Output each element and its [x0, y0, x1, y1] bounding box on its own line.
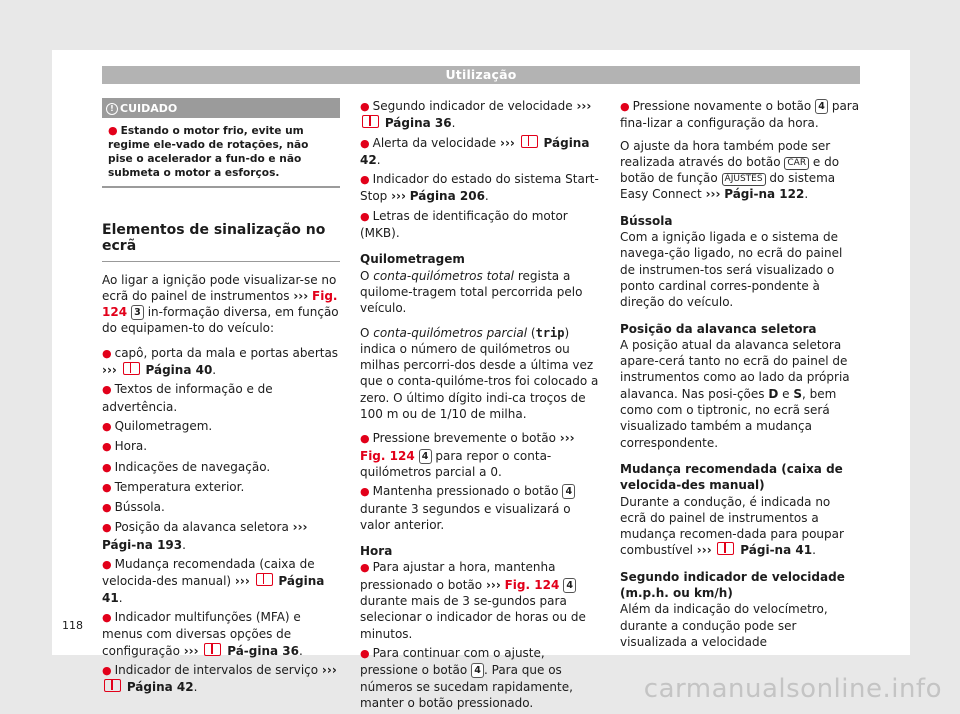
book-icon	[521, 135, 538, 148]
bullet-icon: ●	[360, 136, 370, 150]
list-item: ● Hora.	[102, 439, 148, 454]
column-3	[620, 98, 860, 658]
paragraph: O conta-quilómetros total regista a quilome-tragem total percorrida pelo veículo.	[360, 268, 583, 316]
bullet-icon: ●	[102, 663, 112, 677]
column-2	[360, 98, 600, 714]
bullet-icon: ●	[102, 480, 112, 494]
paragraph: Durante a condução, é indicada no ecrã do painel de instrumentos a mudança recomen-dada para poupar combustível ››› Pági-na 41.	[620, 494, 844, 558]
book-icon	[104, 679, 121, 692]
bullet-icon: ●	[102, 558, 112, 572]
column-1	[102, 98, 340, 698]
bullet-icon: ●	[360, 100, 370, 113]
bullet-icon: ●	[102, 383, 112, 397]
list-item: ● Indicações de navegação.	[102, 459, 271, 474]
bullet-icon: ●	[360, 173, 370, 187]
page-header	[102, 66, 860, 84]
book-icon	[256, 573, 273, 586]
fig-link[interactable]: Fig. 124	[102, 288, 338, 320]
fig-link[interactable]: Fig. 124	[504, 577, 560, 592]
callout-number: 4	[563, 578, 576, 593]
list-item: ● Indicador do estado do sistema Start-Stop ››› Página 206.	[360, 172, 599, 204]
page-link[interactable]: Página 40	[145, 363, 213, 378]
bullet-icon: ●	[360, 485, 370, 499]
list-item: ● Posição da alavanca seletora ››› Pági-na 193.	[102, 520, 308, 552]
bullet-icon: ●	[102, 419, 112, 433]
bullet-icon: ●	[102, 440, 112, 454]
list-item: ● Indicador de intervalos de serviço ››› Página 42.	[102, 662, 337, 695]
bullet-icon: ●	[620, 100, 630, 113]
info-icon: !	[106, 103, 118, 115]
paragraph: Com a ignição ligada e o sistema de navega-ção ligado, no ecrã do painel de instrumen-tos será visualizado o ponto cardinal corres-pondente à direção do veículo.	[620, 230, 843, 310]
paragraph: Além da indicação do velocímetro, durante a condução pode ser visualizada a velocidade	[620, 602, 828, 649]
page-link[interactable]: Página 41	[102, 574, 325, 605]
page-link[interactable]: Página 42	[126, 680, 194, 695]
header-title: Utilização	[445, 67, 517, 82]
subheading-bussola: Bússola	[620, 213, 673, 228]
list-item: ● Mudança recomendada (caixa de velocida-des manual) ››› Página 41.	[102, 557, 325, 605]
paragraph: A posição atual da alavanca seletora apare-cerá tanto no ecrã do painel de instrumentos como ao lado da própria alavanca. Nas posi-ções D e S, bem como com o tiptronic, no ecrã será visualizado também a mudança correspondente.	[620, 337, 850, 450]
page-link[interactable]: Pági-na 193	[102, 537, 183, 552]
fig-link[interactable]: Fig. 124	[360, 448, 415, 463]
page-link[interactable]: Página 206	[409, 189, 485, 204]
book-icon	[204, 643, 221, 656]
intro-paragraph: Ao ligar a ignição pode visualizar-se no ecrã do painel de instrumentos ››› Fig. 124 3 in-formação diversa, em função do equipamen-to do veículo:	[102, 272, 339, 336]
bullet-icon: ●	[102, 610, 112, 624]
book-icon	[123, 362, 140, 375]
callout-number: 4	[471, 663, 484, 678]
book-icon	[362, 115, 379, 128]
subheading-quilometragem: Quilometragem	[360, 252, 465, 267]
list-item: ● Para ajustar a hora, mantenha pressionado o botão ››› Fig. 124 4 durante mais de 3 se-gundos para selecionar o indicador de horas ou de minutos.	[360, 560, 586, 641]
bullet-icon: ●	[360, 561, 370, 575]
section-title: Elementos de sinalização no ecrã	[102, 222, 340, 262]
page-link[interactable]: Pá-gina 36	[227, 643, 300, 658]
caution-header	[102, 100, 340, 118]
callout-number: 4	[562, 484, 575, 499]
paragraph: O conta-quilómetros parcial (trip) indica o número de quilómetros ou milhas percorri-dos desde a última vez que o conta-quilóme-tros foi colocado a zero. O último dígito indi-ca troços de 100 m ou de 1/10 de milha.	[360, 325, 599, 422]
list-item: ● Bússola.	[102, 500, 165, 515]
watermark: carmanualsonline.info	[643, 674, 942, 704]
bullet-icon: ●	[102, 521, 112, 535]
page-number: 118	[62, 619, 83, 632]
callout-number: 4	[419, 449, 432, 464]
list-item: ● Textos de informação e de advertência.	[102, 382, 273, 414]
subheading-alavanca: Posição da alavanca seletora	[620, 321, 817, 336]
subheading-segundo-indicador: Segundo indicador de velocidade (m.p.h. ou km/h)	[620, 569, 845, 601]
list-item: ● Pressione brevemente o botão ››› Fig. 124 4 para repor o conta-quilómetros parcial a 0.	[360, 431, 575, 479]
book-icon	[717, 542, 734, 555]
bullet-icon: ●	[360, 209, 370, 223]
subheading-hora: Hora	[360, 544, 393, 559]
list-item: ● Indicador multifunções (MFA) e menus com diversas opções de configuração ››› Pá-gina 36.	[102, 609, 303, 658]
caution-box	[102, 98, 340, 188]
page-link[interactable]: Pági-na 122	[724, 187, 805, 202]
bullet-icon: ●	[102, 460, 112, 474]
callout-number: 3	[131, 305, 144, 320]
caution-text: ● Estando o motor frio, evite um regime ele-vado de rotações, não pise o acelerador a fun-do e não submeta o motor a esforços.	[108, 124, 309, 179]
list-item: ● Quilometragem.	[102, 418, 213, 433]
page-link[interactable]: Pági-na 41	[740, 543, 813, 558]
list-item: ● Mantenha pressionado o botão 4 durante 3 segundos e visualizará o valor anterior.	[360, 483, 600, 533]
list-item: ● Alerta da velocidade ››› Página 42.	[360, 135, 590, 167]
ajustes-key-icon: AJUSTES	[722, 173, 766, 186]
page-link[interactable]: Página 36	[384, 116, 452, 131]
list-item: ● Temperatura exterior.	[102, 479, 245, 494]
bullet-icon: ●	[102, 346, 112, 360]
bullet-icon: ●	[102, 501, 112, 515]
list-item: ● capô, porta da mala e portas abertas ››› Página 40.	[102, 345, 339, 378]
bullet-icon: ●	[360, 646, 370, 660]
caution-label: CUIDADO	[120, 102, 178, 115]
list-item: ● Para continuar com o ajuste, pressione o botão 4 . Para que os números se sucedam rapidamente, manter o botão pressionado.	[360, 645, 573, 710]
bullet-icon: ●	[108, 124, 118, 137]
callout-number: 4	[815, 99, 828, 114]
list-item: ● Letras de identificação do motor (MKB).	[360, 208, 568, 241]
bullet-icon: ●	[360, 432, 370, 446]
paragraph: O ajuste da hora também pode ser realizada através do botão CAR e do botão de função AJUSTES do sistema Easy Connect ››› Pági-na 122.	[620, 138, 840, 202]
list-item: ● Pressione novamente o botão 4 para fina-lizar a configuração da hora.	[620, 99, 860, 131]
car-key-icon: CAR	[784, 157, 809, 170]
list-item: ● Segundo indicador de velocidade ››› Página 36.	[360, 99, 592, 131]
subheading-mudanca: Mudança recomendada (caixa de velocida-des manual)	[620, 461, 843, 493]
page-link[interactable]: Página 42	[360, 135, 590, 167]
